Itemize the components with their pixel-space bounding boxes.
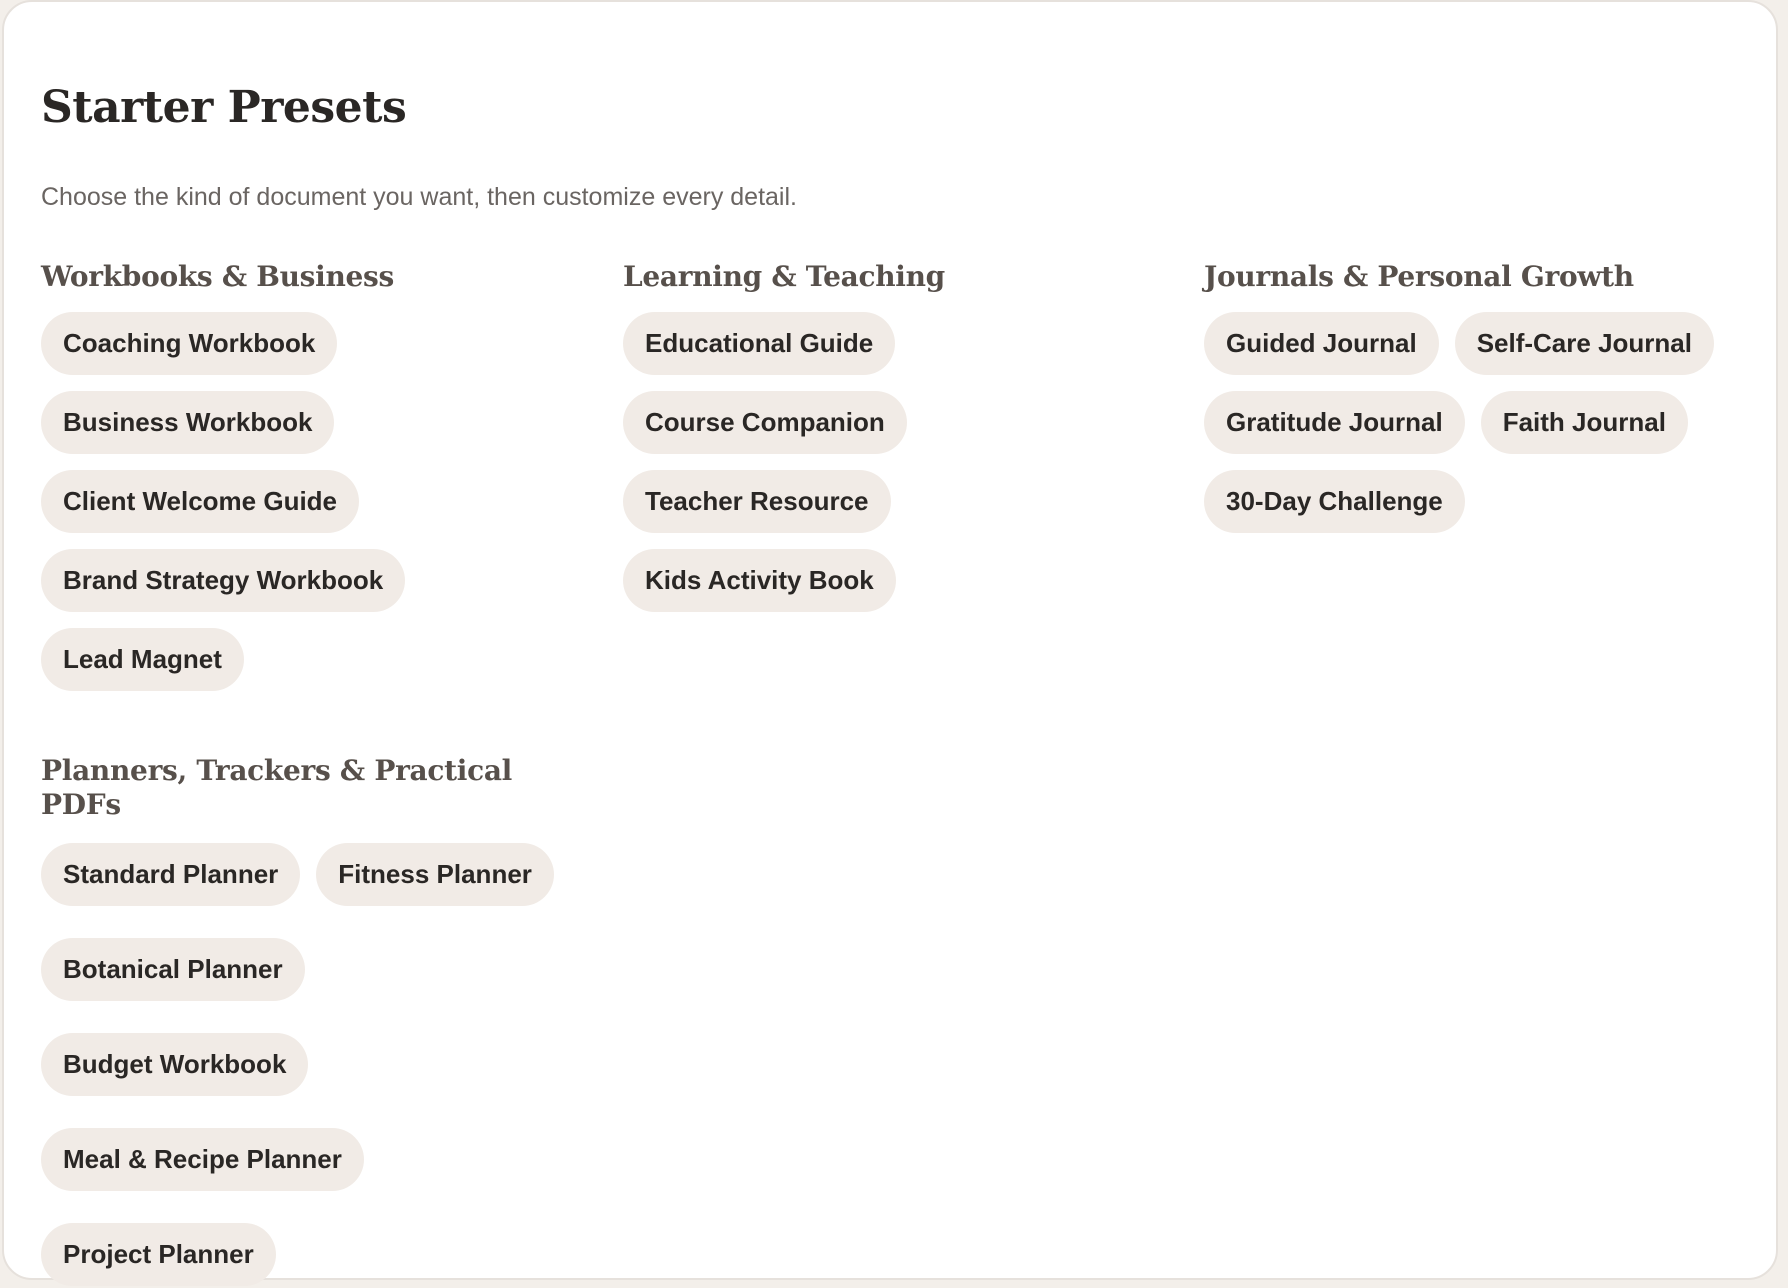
preset-chip-client-welcome-guide[interactable]: Client Welcome Guide bbox=[41, 470, 359, 533]
preset-group-learning-teaching bbox=[623, 260, 1163, 612]
preset-chip-botanical-planner[interactable]: Botanical Planner bbox=[41, 938, 305, 1001]
preset-list bbox=[41, 312, 581, 691]
preset-chip-educational-guide[interactable]: Educational Guide bbox=[623, 312, 895, 375]
preset-chip-faith-journal[interactable]: Faith Journal bbox=[1481, 391, 1688, 454]
group-title: Journals & Personal Growth bbox=[1204, 260, 1634, 293]
preset-chip-course-companion[interactable]: Course Companion bbox=[623, 391, 907, 454]
preset-chip-teacher-resource[interactable]: Teacher Resource bbox=[623, 470, 891, 533]
preset-chip-standard-planner[interactable]: Standard Planner bbox=[41, 843, 300, 906]
preset-group-planners-trackers bbox=[41, 754, 581, 1286]
preset-chip-business-workbook[interactable]: Business Workbook bbox=[41, 391, 334, 454]
preset-chip-kids-activity-book[interactable]: Kids Activity Book bbox=[623, 549, 896, 612]
group-title: Learning & Teaching bbox=[623, 260, 945, 293]
preset-chip-budget-workbook[interactable]: Budget Workbook bbox=[41, 1033, 308, 1096]
page-title: Starter Presets bbox=[41, 82, 407, 133]
group-title: Workbooks & Business bbox=[41, 260, 394, 293]
preset-chip-brand-strategy-workbook[interactable]: Brand Strategy Workbook bbox=[41, 549, 405, 612]
preset-chip-30-day-challenge[interactable]: 30-Day Challenge bbox=[1204, 470, 1465, 533]
preset-chip-meal-recipe-planner[interactable]: Meal & Recipe Planner bbox=[41, 1128, 364, 1191]
preset-chip-fitness-planner[interactable]: Fitness Planner bbox=[316, 843, 554, 906]
preset-list bbox=[623, 312, 1163, 612]
group-title: Planners, Trackers & Practical PDFs bbox=[41, 754, 513, 821]
preset-group-journals-personal-growth bbox=[1204, 260, 1744, 533]
preset-group-workbooks-business bbox=[41, 260, 581, 691]
preset-chip-lead-magnet[interactable]: Lead Magnet bbox=[41, 628, 244, 691]
preset-chip-coaching-workbook[interactable]: Coaching Workbook bbox=[41, 312, 337, 375]
preset-list bbox=[41, 843, 581, 1286]
presets-panel bbox=[2, 0, 1778, 1280]
preset-chip-self-care-journal[interactable]: Self-Care Journal bbox=[1455, 312, 1714, 375]
preset-chip-guided-journal[interactable]: Guided Journal bbox=[1204, 312, 1439, 375]
page-subtitle: Choose the kind of document you want, then customize every detail. bbox=[41, 183, 797, 211]
preset-chip-gratitude-journal[interactable]: Gratitude Journal bbox=[1204, 391, 1465, 454]
preset-chip-project-planner[interactable]: Project Planner bbox=[41, 1223, 276, 1286]
preset-list bbox=[1204, 312, 1744, 533]
